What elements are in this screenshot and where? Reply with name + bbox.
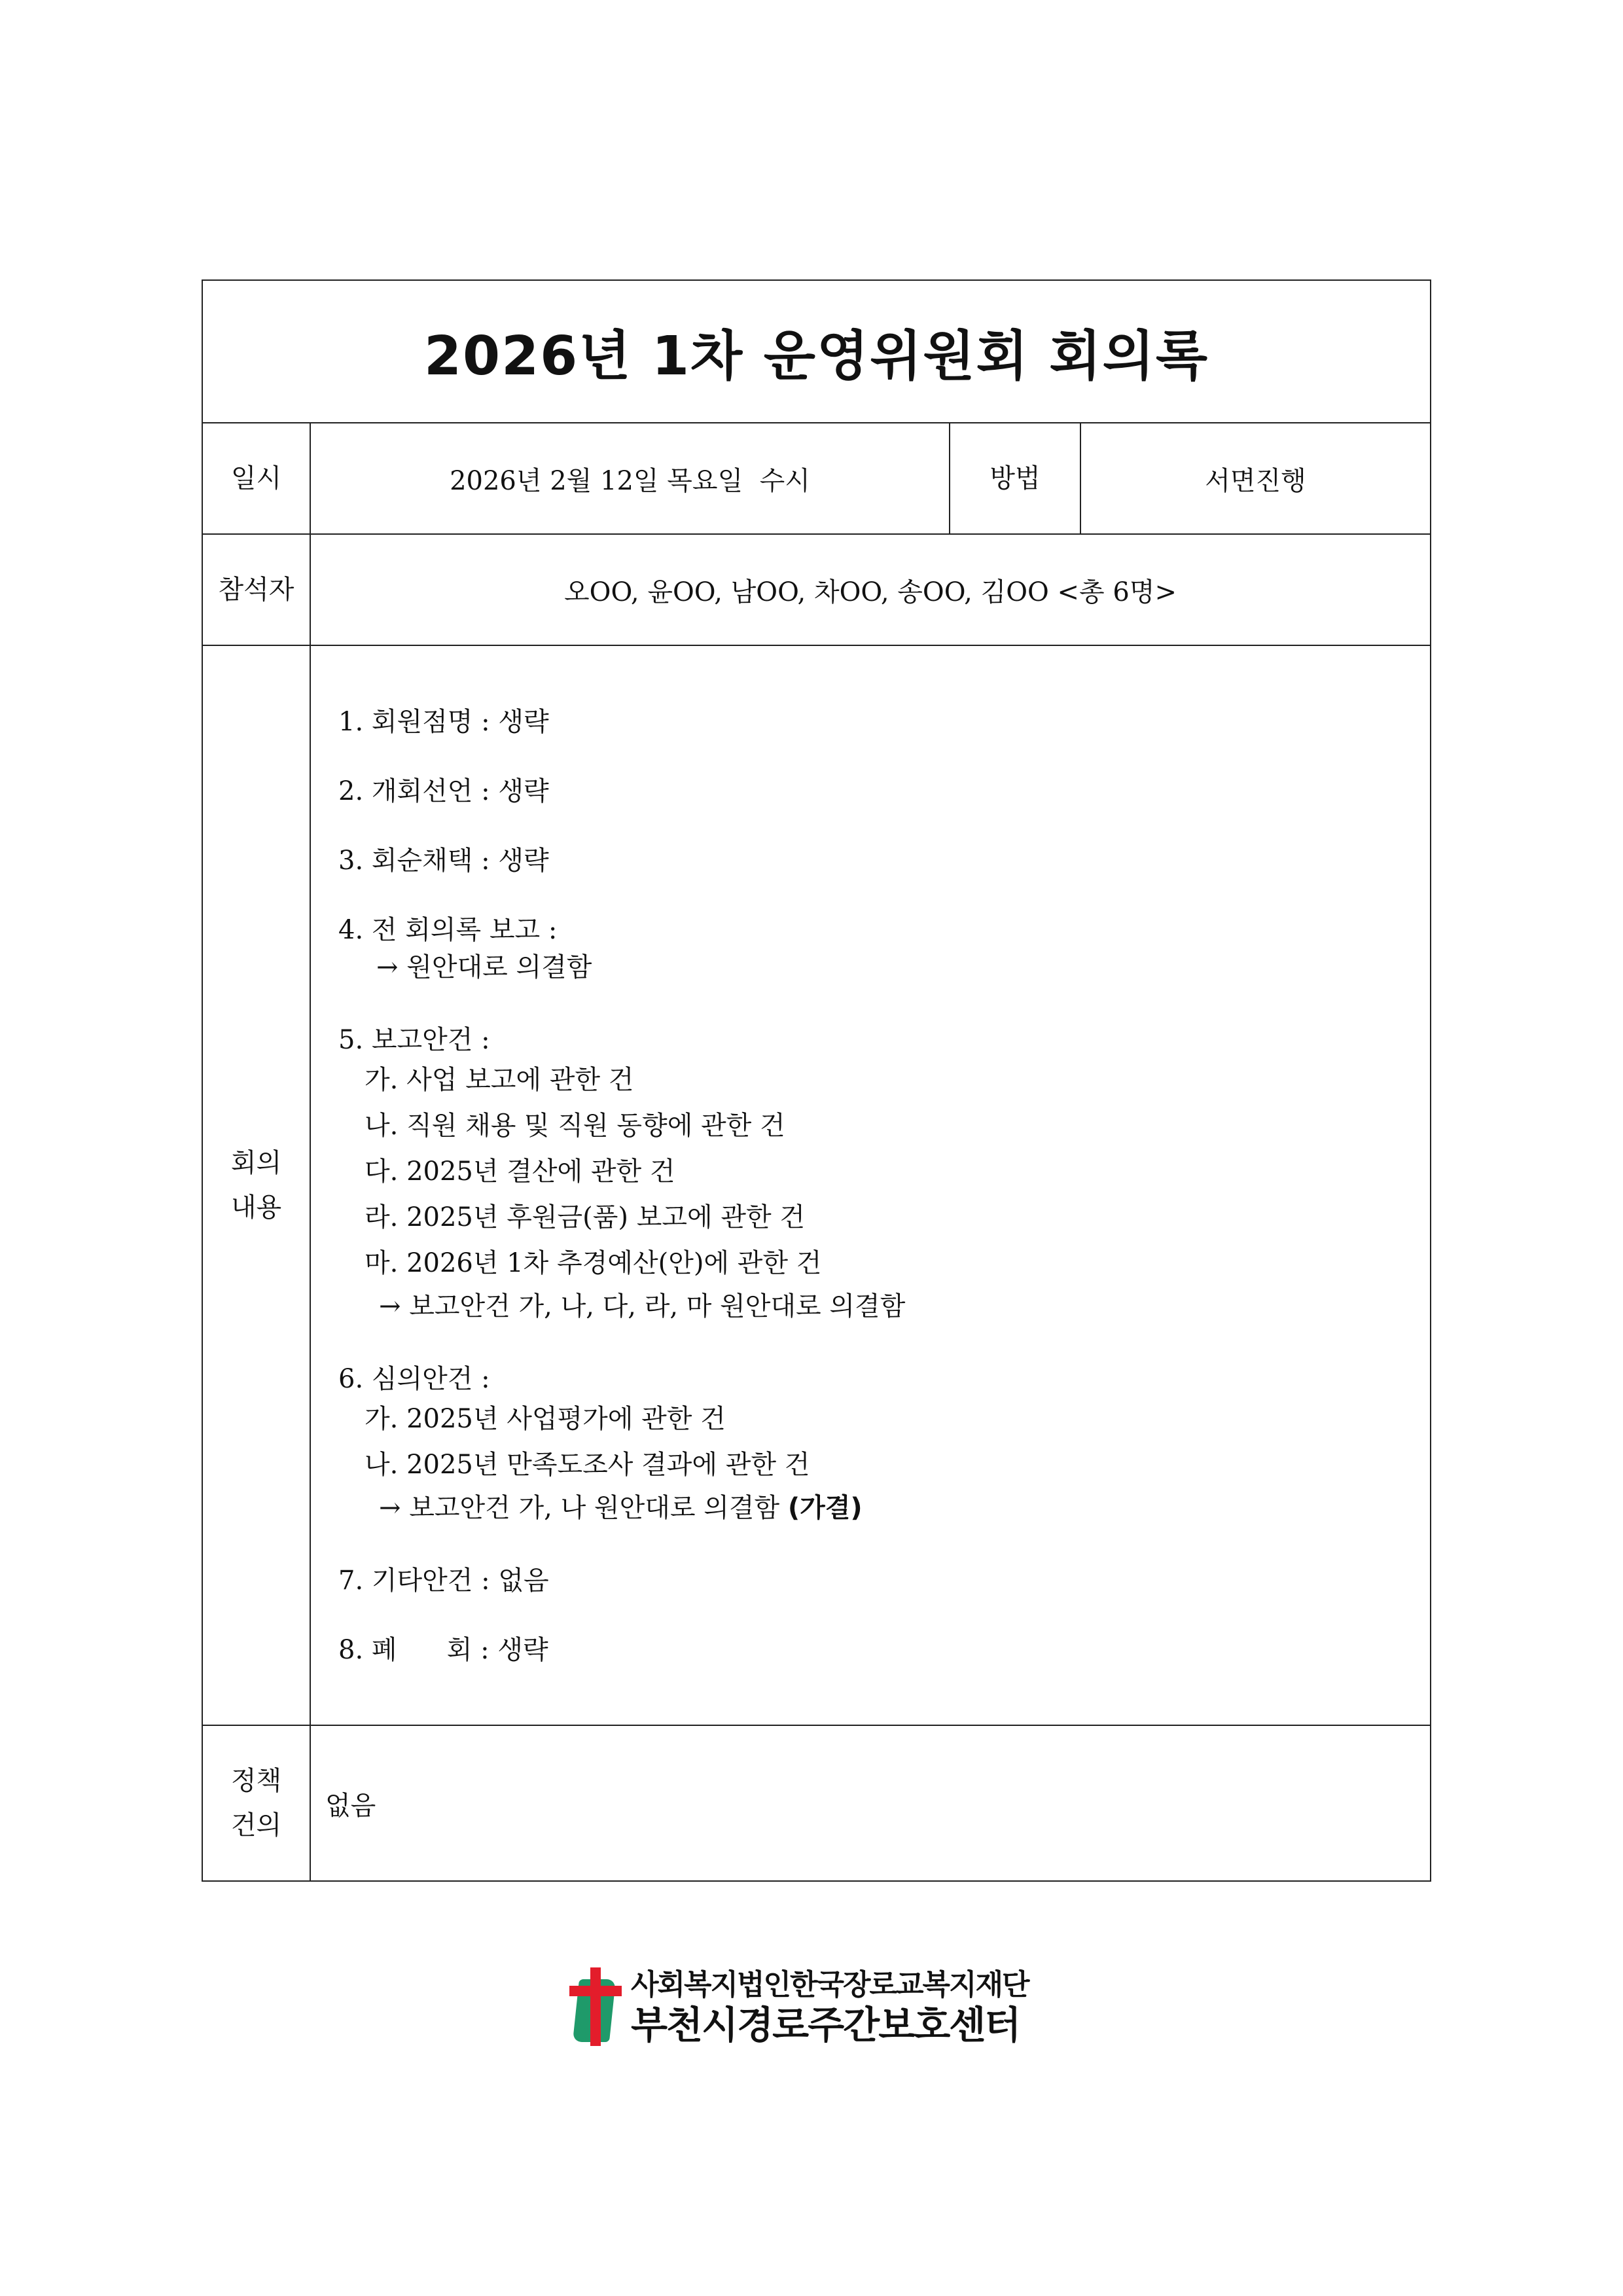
center-name: 부천시경로주간보호센터	[631, 2003, 1020, 2047]
agenda-item-6	[338, 1362, 1430, 1528]
review-result	[338, 1488, 1430, 1528]
agenda-item-4	[338, 913, 1430, 988]
policy-label-line1: 정책	[230, 1766, 282, 1796]
agenda-item-1: 1. 회원점명 : 생략	[338, 707, 549, 737]
attendees-value: 오OO, 윤OO, 남OO, 차OO, 송OO, 김OO <총 6명>	[310, 534, 1431, 645]
agenda-item-7: 7. 기타안건 : 없음	[338, 1566, 549, 1596]
report-result: → 보고안건 가, 나, 다, 라, 마 원안대로 의결함	[379, 1291, 906, 1321]
policy-label-line2: 건의	[230, 1810, 282, 1840]
review-item-a: 가. 2025년 사업평가에 관한 건	[365, 1404, 726, 1434]
content-label	[202, 645, 310, 1725]
meeting-content	[310, 645, 1431, 1725]
policy-value: 없음	[310, 1725, 1431, 1881]
method-value: 서면진행	[1080, 423, 1431, 534]
method-label: 방법	[950, 423, 1080, 534]
agenda-item-4-title: 4. 전 회의록 보고 :	[338, 915, 558, 945]
review-result-text: → 보고안건 가, 나 원안대로 의결함	[379, 1493, 780, 1523]
agenda-item-6-title: 6. 심의안건 :	[338, 1364, 490, 1394]
minutes-document	[202, 279, 1430, 1882]
report-item-d: 라. 2025년 후원금(품) 보고에 관한 건	[365, 1202, 805, 1232]
attendees-label: 참석자	[202, 534, 310, 645]
agenda-item-8: 8. 폐 회 : 생략	[338, 1635, 548, 1665]
date-label: 일시	[202, 423, 310, 534]
minutes-table	[202, 279, 1431, 1882]
agenda-item-5	[338, 1023, 1430, 1327]
report-item-a: 가. 사업 보고에 관한 건	[365, 1065, 634, 1095]
organization-name	[631, 1967, 1029, 2047]
report-item-e: 마. 2026년 1차 추경예산(안)에 관한 건	[365, 1248, 822, 1278]
report-item-c: 다. 2025년 결산에 관한 건	[365, 1157, 675, 1187]
policy-label	[202, 1725, 310, 1881]
agenda-item-2: 2. 개회선언 : 생략	[338, 776, 549, 806]
review-result-passed: (가결)	[787, 1493, 863, 1523]
foundation-name: 사회복지법인한국장로교복지재단	[631, 1968, 1029, 2001]
cross-scroll-logo-icon	[569, 1967, 622, 2046]
organization-footer	[569, 1967, 1029, 2047]
agenda-item-3: 3. 회순채택 : 생략	[338, 846, 549, 876]
review-item-b: 나. 2025년 만족도조사 결과에 관한 건	[365, 1450, 810, 1480]
title-cell	[202, 280, 1431, 423]
content-label-line2: 내용	[230, 1193, 282, 1223]
agenda-item-4-result: → 원안대로 의결함	[376, 952, 592, 982]
report-item-b: 나. 직원 채용 및 직원 동향에 관한 건	[365, 1111, 785, 1141]
agenda-item-5-title: 5. 보고안건 :	[338, 1025, 490, 1055]
content-label-line1: 회의	[230, 1148, 282, 1178]
document-title: 2026년 1차 운영위원회 회의록	[424, 325, 1209, 387]
date-value: 2026년 2월 12일 목요일 수시	[310, 423, 950, 534]
